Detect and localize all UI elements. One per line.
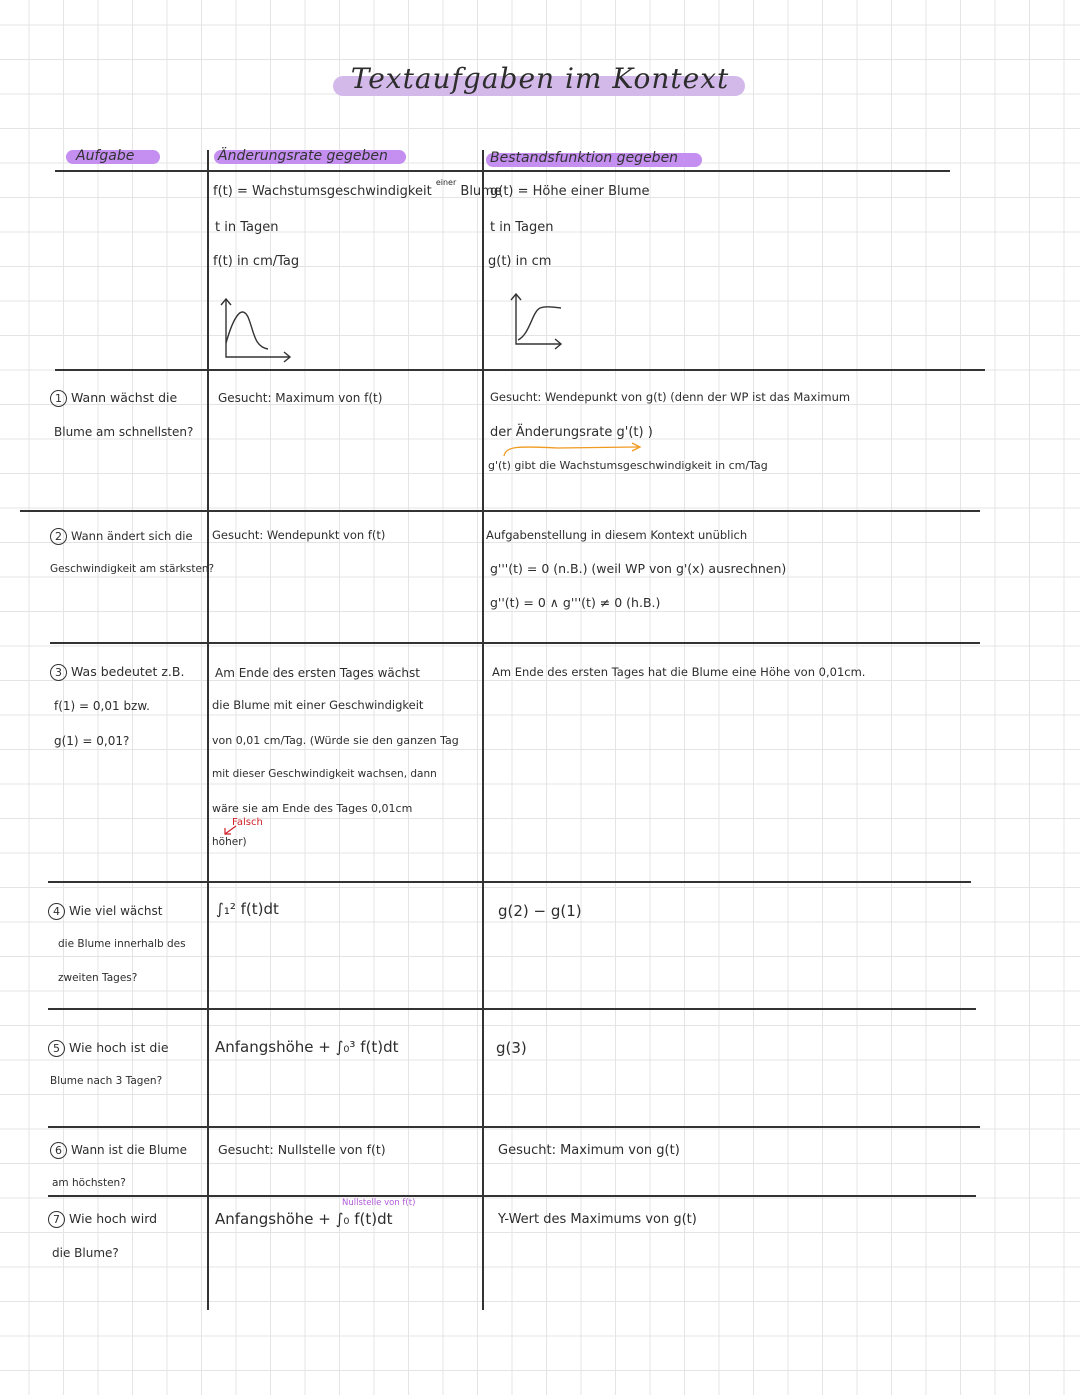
q3-f-answer-line4: mit dieser Geschwindigkeit wachsen, dann [212,768,437,780]
row-rule-4 [48,881,971,883]
header-aufgabe: Aufgabe [76,148,135,164]
q2-question-line2: Geschwindigkeit am stärksten? [50,563,215,575]
g-sketch [506,290,566,350]
row-rule-1 [55,369,985,371]
q4-number-badge: 4 [48,903,65,920]
q2-number-badge: 2 [50,528,67,545]
q3-question-line1: 3 Was bedeutet z.B. [50,664,184,681]
q5-f-answer: Anfangshöhe + ∫₀³ f(t)dt [215,1038,399,1056]
q3-f-answer-line2: die Blume mit einer Geschwindigkeit [212,698,424,712]
q7-upper-limit-note: Nullstelle von f(t) [342,1198,416,1208]
q4-question-line3: zweiten Tages? [58,972,138,984]
q3-g-answer: Am Ende des ersten Tages hat die Blume eine Höhe von 0,01cm. [492,665,866,679]
q4-question-line1: 4 Wie viel wächst [48,903,162,920]
header-bestand: Bestandsfunktion gegeben [490,150,679,166]
page-title: Textaufgaben im Kontext [350,62,730,95]
q3-question-line2: f(1) = 0,01 bzw. [54,699,150,713]
q4-question-line2: die Blume innerhalb des [58,938,186,950]
q3-correction-arrow [222,824,238,836]
q6-question-line2: am höchsten? [52,1177,126,1189]
q7-question-line1: 7 Wie hoch wird [48,1211,157,1228]
q1-question-line1: 1 Wann wächst die [50,390,177,407]
q4-f-answer: ∫₁² f(t)dt [216,900,279,918]
col-rule-2 [482,150,484,1310]
f-definition-sup: einer [435,178,457,187]
q6-g-answer: Gesucht: Maximum von g(t) [498,1143,680,1158]
q2-g-answer-line1: Aufgabenstellung in diesem Kontext unüblich [486,528,748,542]
q1-f-answer: Gesucht: Maximum von f(t) [218,391,383,405]
q3-question-line3: g(1) = 0,01? [54,734,130,748]
f-unit: f(t) in cm/Tag [213,254,300,269]
q5-number-badge: 5 [48,1040,65,1057]
q3-f-answer-line3: von 0,01 cm/Tag. (Würde sie den ganzen Tag [212,734,459,747]
q1-question-line2: Blume am schnellsten? [54,425,194,439]
q3-correction-note: Falsch [232,817,263,828]
g-time-unit: t in Tagen [490,220,554,235]
q2-question-line1: 2 Wann ändert sich die [50,528,193,545]
row-rule-3 [50,642,980,644]
q3-number-badge: 3 [50,664,67,681]
f-time-unit: t in Tagen [215,220,279,235]
q6-question-line1: 6 Wann ist die Blume [50,1142,187,1159]
q6-f-answer: Gesucht: Nullstelle von f(t) [218,1142,386,1157]
q3-f-answer-line6: höher) [212,836,247,848]
q1-g-answer-line1: Gesucht: Wendepunkt von g(t) (denn der WP ist das Maximum [490,390,851,404]
q7-g-answer: Y-Wert des Maximums von g(t) [498,1212,697,1227]
q6-number-badge: 6 [50,1142,67,1159]
g-definition: g(t) = Höhe einer Blume [490,184,650,199]
header-aenderungsrate: Änderungsrate gegeben [218,148,388,164]
q1-arrow [498,440,658,460]
q7-question-line2: die Blume? [52,1246,119,1260]
q7-f-answer: Anfangshöhe + ∫₀ f(t)dt [215,1210,393,1228]
f-sketch [220,295,295,363]
q3-f-answer-line5: wäre sie am Ende des Tages 0,01cm [212,802,413,815]
q5-question-line1: 5 Wie hoch ist die [48,1040,169,1057]
q5-question-line2: Blume nach 3 Tagen? [50,1075,163,1087]
q2-f-answer: Gesucht: Wendepunkt von f(t) [212,528,386,542]
row-rule-2 [20,510,980,512]
g-unit: g(t) in cm [488,254,552,269]
q3-f-answer-line1: Am Ende des ersten Tages wächst [215,666,420,680]
q1-number-badge: 1 [50,390,67,407]
row-rule-6 [48,1126,980,1128]
q7-number-badge: 7 [48,1211,65,1228]
col-rule-1 [207,150,209,1310]
row-rule-7 [48,1195,976,1197]
q2-g-answer-line3: g''(t) = 0 ∧ g'''(t) ≠ 0 (h.B.) [490,595,661,610]
f-definition: f(t) = Wachstumsgeschwindigkeit $^{einer}$ Blume [213,178,502,199]
q1-g-answer-line3: g'(t) gibt die Wachstumsgeschwindigkeit in cm/Tag [488,459,768,472]
row-rule-5 [48,1008,976,1010]
q1-g-answer-line2: der Änderungsrate g'(t) ) [490,425,653,440]
q4-g-answer: g(2) − g(1) [498,902,582,920]
header-rule [55,170,950,172]
q5-g-answer: g(3) [496,1039,527,1057]
q2-g-answer-line2: g'''(t) = 0 (n.B.) (weil WP von g'(x) ausrechnen) [490,561,787,576]
